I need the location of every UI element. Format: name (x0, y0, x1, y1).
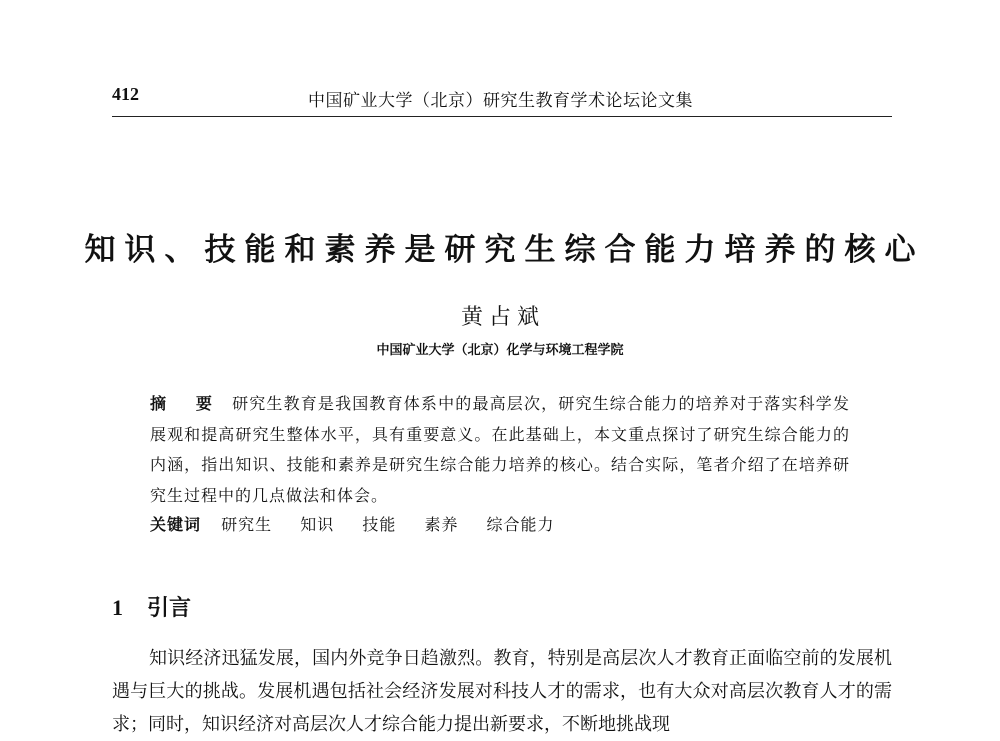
keyword-item: 技能 (362, 515, 397, 534)
section-number: 1 (112, 595, 123, 620)
header-divider (112, 116, 892, 117)
section-heading (112, 591, 191, 622)
author-affiliation: 中国矿业大学（北京）化学与环境工程学院 (376, 343, 624, 358)
paper-title: 知识、技能和素养是研究生综合能力培养的核心 (84, 232, 925, 268)
keyword-item: 研究生 (221, 515, 273, 534)
abstract-label: 摘 要 (150, 394, 225, 413)
page-number: 412 (112, 84, 139, 104)
keyword-item: 综合能力 (486, 515, 555, 534)
keyword-item: 知识 (300, 515, 335, 534)
keyword-item: 素养 (424, 515, 459, 534)
body-paragraph: 知识经济迅猛发展，国内外竞争日趋激烈。教育，特别是高层次人才教育正面临空前的发展机遇与巨大的挑战。发展机遇包括社会经济发展对科技人才的需求，也有大众对高层次教育人才的需求；同时，知识经济对高层次人才综合能力提出新要求，不断地挑战现 (112, 648, 892, 735)
abstract (150, 389, 850, 511)
running-header-title: 中国矿业大学（北京）研究生教育学术论坛论文集 (308, 91, 693, 111)
section-title: 引言 (147, 596, 192, 621)
keywords-label: 关键词 (150, 515, 202, 534)
abstract-text: 研究生教育是我国教育体系中的最高层次，研究生综合能力的培养对于落实科学发展观和提高研究生整体水平，具有重要意义。在此基础上，本文重点探讨了研究生综合能力的内涵，指出知识、技能和素养是研究生综合能力培养的核心。结合实际，笔者介绍了在培养研究生过程中的几点做法和体会。 (150, 394, 850, 505)
keywords (150, 512, 577, 535)
author-name: 黄占斌 (460, 305, 545, 330)
